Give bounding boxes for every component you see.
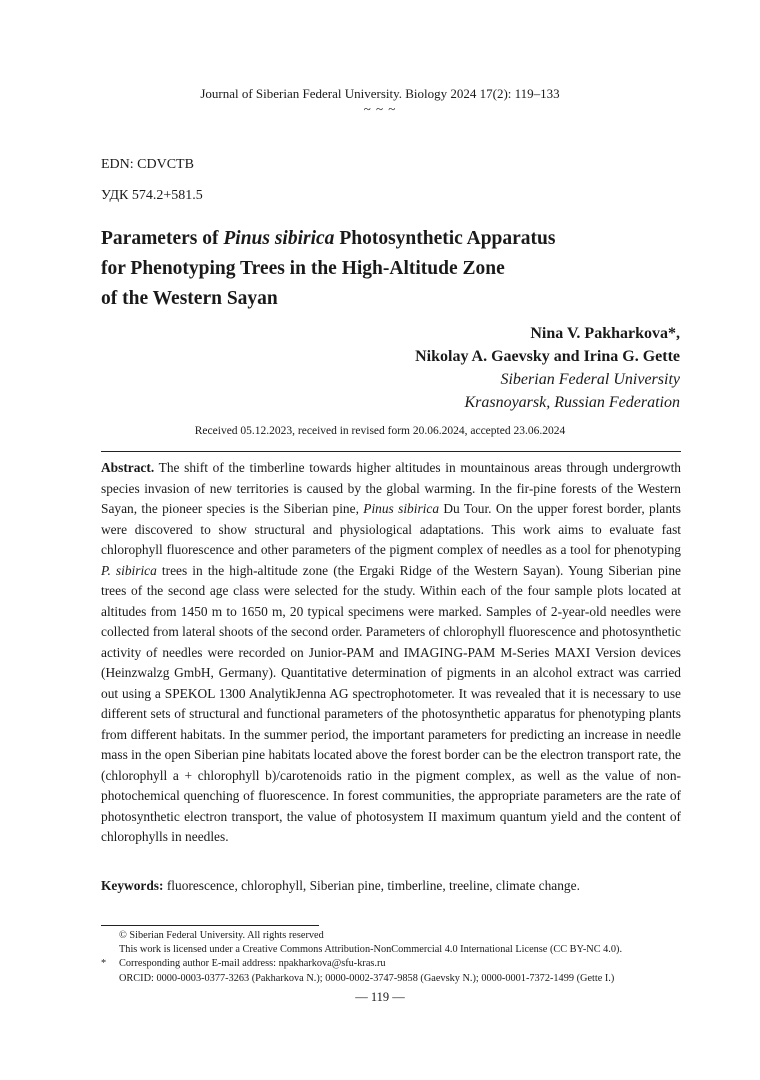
keywords: [101, 878, 681, 894]
abstract-text: trees in the high-altitude zone (the Ergaki Ridge of the Western Sayan). Young Siberian pine trees of the second age class were selected for the study. Within each of the four sample plots located at altitudes from 1450 m to 1650 m, 20 typical specimens were marked. Samples of 2-year-old needles were collected from lateral shoots of the second order. Parameters of chlorophyll fluorescence and photosynthetic activity of needles were recorded on Junior-PAM and IMAGING-PAM M-Series MAXI Version devices (Heinzwalzg GmbH, Germany). Quantitative determination of pigments in an alcohol extract was carried out using a SPEKOL 1300 AnalytikJenna AG spectrophotometer. It was revealed that it is necessary to use different sets of structural and functional parameters of the photosynthetic apparatus for phenotyping plants from different habitats. In the summer period, the important parameters for predicting an increase in needle mass in the open Siberian pine habitats located above the forest border can be the electron transport rate, the (chlorophyll a + chlorophyll b)/carotenoids ratio in the pigment complex, as well as the value of non-photochemical quenching of fluorescence. In forest communities, the appropriate parameters are the rate of photosynthetic electron transport, the value of photosystem II maximum quantum yield and the content of chlorophylls in needles.: [101, 562, 681, 844]
footnote-license: This work is licensed under a Creative Commons Attribution-NonCommercial 4.0 International License (CC BY-NC 4.0).: [119, 944, 623, 956]
footnote-star: *: [101, 958, 107, 970]
footnotes: [101, 929, 701, 986]
title-text: Parameters of: [101, 228, 224, 249]
affiliation-line-1: Siberian Federal University: [500, 371, 680, 388]
footnote-email-row: [101, 957, 701, 971]
abstract: [101, 458, 681, 848]
footnote-copyright: © Siberian Federal University. All rights reserved: [119, 930, 324, 941]
title-species: Pinus sibirica: [223, 228, 335, 249]
abstract-label: Abstract.: [101, 460, 155, 475]
header-ornament: ~ ~ ~: [363, 101, 397, 116]
title-line-2: for Phenotyping Trees in the High-Altitude Zone: [101, 258, 505, 279]
author-line-2: Nikolay A. Gaevsky and Irina G. Gette: [415, 348, 680, 365]
author-line-1: Nina V. Pakharkova*,: [530, 325, 680, 342]
abstract-text: Du Tour. On the upper forest border, plants were discovered to show structural and physiological adaptations. This work aims to evaluate fast chlorophyll fluorescence and other parameters of the pigment complex of needles as a tool for phenotyping: [101, 501, 681, 557]
journal-header: Journal of Siberian Federal University. Biology 2024 17(2): 119–133: [200, 86, 560, 101]
author-block: [415, 322, 680, 414]
footnote-divider: [101, 925, 319, 926]
edn-code: EDN: CDVCTB: [101, 157, 194, 172]
abstract-text: The shift of the timberline towards higher altitudes in mountainous areas through undergrowth species invasion of new territories is caused by the global warming. In the fir-pine forests of the Western Sayan, the pioneer species is the Siberian pine,: [101, 460, 681, 516]
footnote-orcid: ORCID: 0000-0003-0377-3263 (Pakharkova N.); 0000-0002-3747-9858 (Gaevsky N.); 0000-0001-7372-1499 (Gette I.): [119, 972, 615, 984]
title-line-3: of the Western Sayan: [101, 288, 278, 309]
keywords-text: fluorescence, chlorophyll, Siberian pine, timberline, treeline, climate change.: [163, 878, 580, 893]
title-line-1: [101, 224, 621, 254]
footnote-email: Corresponding author E-mail address: npakharkova@sfu-kras.ru: [119, 958, 386, 970]
abstract-divider: [101, 451, 681, 452]
paper-title: [101, 224, 621, 314]
abstract-species: P. sibirica: [101, 562, 157, 578]
title-text: Photosynthetic Apparatus: [334, 228, 556, 249]
affiliation-line-2: Krasnoyarsk, Russian Federation: [464, 394, 680, 411]
keywords-label: Keywords:: [101, 878, 164, 893]
udk-code: УДК 574.2+581.5: [101, 188, 203, 203]
received-dates: Received 05.12.2023, received in revised form 20.06.2024, accepted 23.06.2024: [194, 425, 566, 437]
abstract-species: Pinus sibirica: [363, 501, 440, 516]
page-number: — 119 —: [355, 990, 405, 1004]
